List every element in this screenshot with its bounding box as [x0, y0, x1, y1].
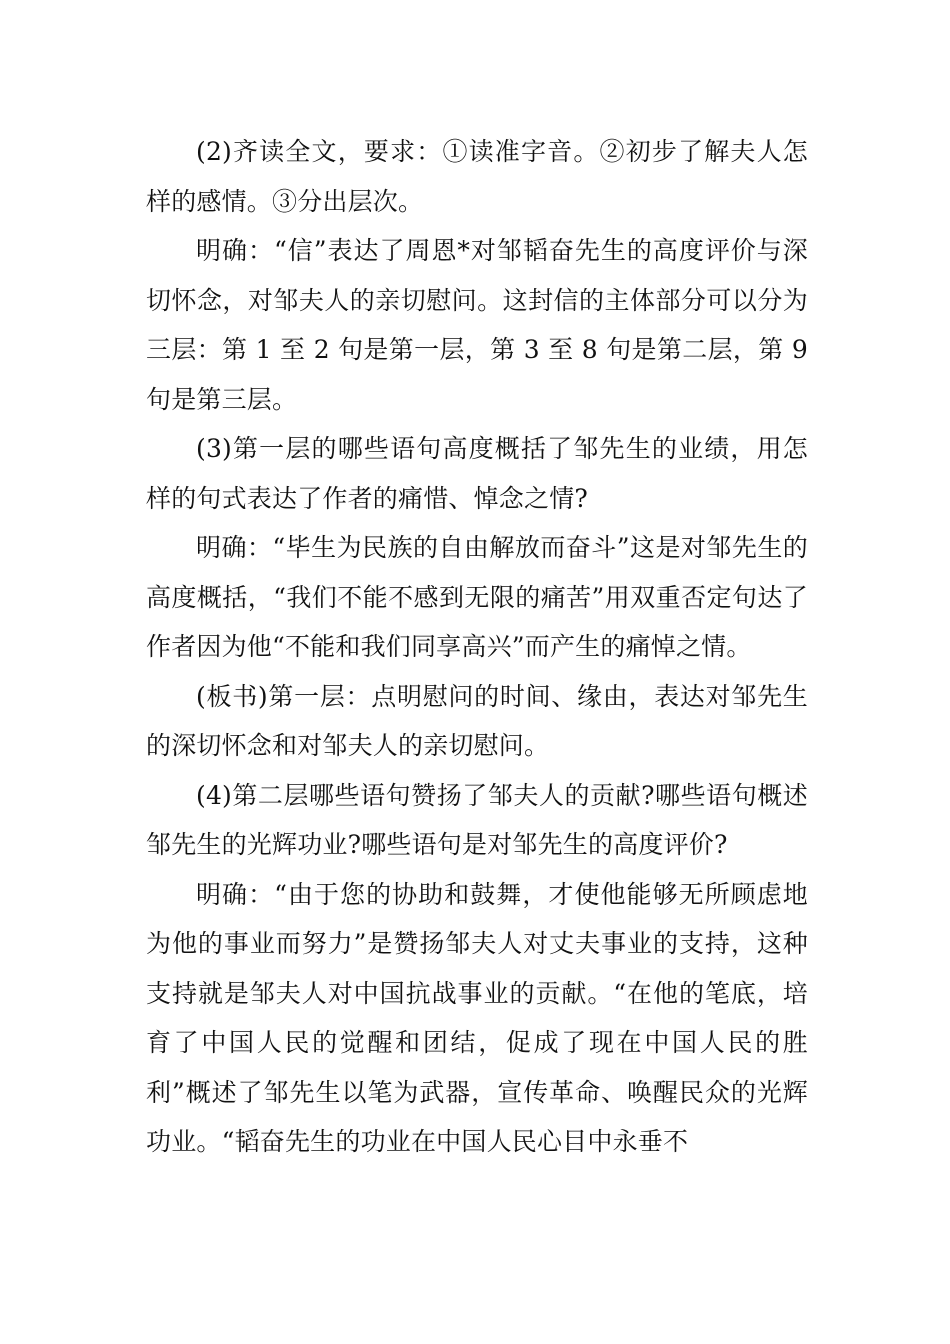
paragraph-board-note: (板书)第一层：点明慰问的时间、缘由，表达对邹先生的深切怀念和对邹夫人的亲切慰问。: [146, 681, 808, 760]
paragraph-answer-3: 明确：“毕生为民族的自由解放而奋斗”这是对邹先生的高度概括，“我们不能不感到无限的痛苦”用双重否定句达了作者因为他“不能和我们同享高兴”而产生的痛悼之情。: [146, 533, 808, 661]
paragraph-question-4: (4)第二层哪些语句赞扬了邹夫人的贡献?哪些语句概述邹先生的光辉功业?哪些语句是对邹先生的高度评价?: [146, 780, 808, 859]
paragraph-answer-4: 明确：“由于您的协助和鼓舞，才使他能够无所顾虑地为他的事业而努力”是赞扬邹夫人对丈夫事业的支持，这种支持就是邹夫人对中国抗战事业的贡献。“在他的笔底，培育了中国人民的觉醒和团结，促成了现在中国人民的胜利”概述了邹先生以笔为武器，宣传革命、唤醒民众的光辉功业。“韬奋先生的功业在中国人民心目中永垂不: [146, 879, 808, 1156]
document-page: [146, 127, 808, 1167]
paragraph-question-2: (2)齐读全文，要求：①读准字音。②初步了解夫人怎样的感情。③分出层次。: [146, 137, 808, 216]
paragraph-answer-2: 明确：“信”表达了周恩*对邹韬奋先生的高度评价与深切怀念，对邹夫人的亲切慰问。这封信的主体部分可以分为三层：第 1 至 2 句是第一层，第 3 至 8 句是第二层，第 9 句是第三层。: [146, 236, 808, 414]
paragraph-question-3: (3)第一层的哪些语句高度概括了邹先生的业绩，用怎样的句式表达了作者的痛惜、悼念之情?: [146, 434, 808, 513]
